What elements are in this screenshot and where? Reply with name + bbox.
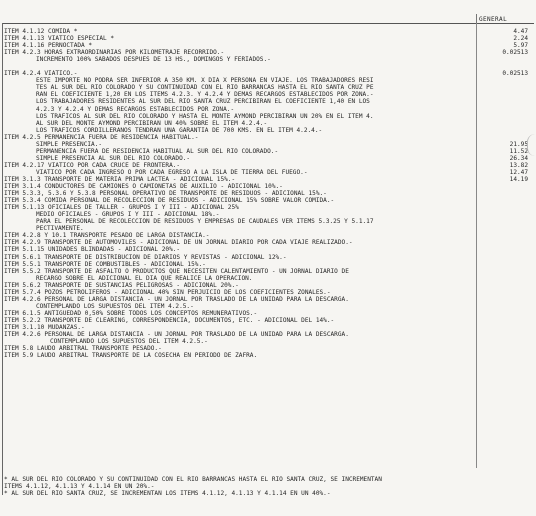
item-value bbox=[478, 204, 528, 211]
item-value bbox=[478, 296, 528, 303]
item-value bbox=[478, 268, 528, 275]
item-value bbox=[478, 239, 528, 246]
value-column bbox=[478, 28, 528, 359]
item-line: ITEM 5.7.4 POZOS PETROLIFEROS - ADICIONAL 40% SIN PERJUICIO DE LOS COEFICIENTES ZONALES.- bbox=[4, 288, 331, 296]
item-value bbox=[478, 98, 528, 105]
item-line: LOS TRABAJADORES RESIDENTES AL SUR DEL RIO SANTA CRUZ PERCIBIRAN EL COEFICIENTE 1,40 EN LOS bbox=[36, 98, 370, 106]
item-line: ITEM 4.1.12 COMIDA * bbox=[4, 28, 78, 35]
item-value bbox=[478, 84, 528, 91]
item-value bbox=[478, 275, 528, 282]
item-value bbox=[478, 197, 528, 204]
punch-hole-mark bbox=[527, 134, 536, 156]
item-value: 21.95 bbox=[509, 140, 528, 148]
item-value bbox=[478, 91, 528, 98]
item-value bbox=[478, 113, 528, 120]
item-line: ITEM 4.2.4 VIATICO.- bbox=[4, 70, 78, 78]
table-left-rule bbox=[2, 23, 3, 495]
item-line: ITEM 4.2.17 VIATICO POR CADA CRUCE DE FRONTERA.- bbox=[4, 161, 181, 169]
item-line: LOS TRAFICOS CORDILLERANOS TENDRAN UNA GARANTIA DE 700 KMS. EN EL ITEM 4.2.4.- bbox=[36, 126, 323, 134]
item-value bbox=[478, 331, 528, 338]
item-value bbox=[478, 218, 528, 225]
footnote-line: ITEMS 4.1.12, 4.1.13 Y 4.1.14 EN UN 20%.- bbox=[4, 483, 155, 490]
item-value: 2.24 bbox=[513, 35, 528, 43]
item-value bbox=[478, 225, 528, 232]
item-value bbox=[478, 120, 528, 127]
value-column-divider bbox=[476, 23, 477, 468]
item-value bbox=[478, 352, 528, 359]
item-line: AL SUR DEL MONTE AYMOND PERCIBIRAN UN 40% SOBRE EL ITEM 4.2.4.- bbox=[36, 119, 268, 127]
footnote-line: * AL SUR DEL RIO SANTA CRUZ, SE INCREMENTAN LOS ITEMS 4.1.12, 4.1.13 Y 4.1.14 EN UN 40%.- bbox=[4, 490, 331, 497]
item-line: CONTEMPLANDO LOS SUPUESTOS DEL ITEM 4.2.5.- bbox=[50, 338, 208, 346]
item-value: 4.47 bbox=[513, 28, 528, 35]
item-value bbox=[478, 282, 528, 289]
item-value bbox=[478, 183, 528, 190]
item-line: 4.2.3 Y 4.2.4 Y DEMAS RECARGOS ESTABLECIDOS POR ZONA.- bbox=[36, 105, 235, 113]
item-line: ITEM 5.8 LAUDO ARBITRAL TRANSPORTE PESADO.- bbox=[4, 345, 162, 353]
item-line: ITEM 4.2.5 PERMANENCIA FUERA DE RESIDENCIA HABITUAL.- bbox=[4, 133, 199, 141]
item-line: ITEM 4.2.6 PERSONAL DE LARGA DISTANCIA - UN JORNAL POR TRASLADO DE LA UNIDAD PARA LA DESCARGA. bbox=[4, 331, 349, 339]
item-line bbox=[4, 63, 474, 70]
column-header-general: GENERAL bbox=[479, 16, 508, 23]
item-value bbox=[478, 56, 528, 63]
footnote-line: * AL SUR DEL RIO COLORADO Y SU CONTINUIDAD CON EL RIO BARRANCAS HASTA EL RIO SANTA CRUZ, SE INCREMENTAN bbox=[4, 476, 382, 483]
item-line: ITEM 3.1.10 MUDANZAS.- bbox=[4, 323, 85, 331]
item-line: ITEM 4.2.6 PERSONAL DE LARGA DISTANCIA - UN JORNAL POR TRASLADO DE LA UNIDAD PARA LA DESCARGA. bbox=[4, 295, 349, 303]
item-value bbox=[478, 261, 528, 268]
item-line: ITEM 4.1.13 VIATICO ESPECIAL * bbox=[4, 35, 115, 43]
item-value bbox=[478, 211, 528, 218]
item-lines bbox=[4, 28, 474, 359]
item-line: ITEM 5.3.3, 5.3.6 Y 5.3.8 PERSONAL OPERATIVO DE TRANSPORTE DE RESIDUOS - ADICIONAL 15%.- bbox=[4, 190, 327, 198]
item-value bbox=[478, 77, 528, 84]
item-line: ITEM 5.6.2 TRANSPORTE DE SUSTANCIAS PELIGROSAS - ADICIONAL 20%.- bbox=[4, 281, 239, 289]
item-line: CONTEMPLANDO LOS SUPUESTOS DEL ITEM 4.2.5.- bbox=[36, 302, 194, 310]
item-value: 0.02513 bbox=[502, 49, 528, 57]
item-value: 14.19 bbox=[509, 175, 528, 183]
item-line: ITEM 5.1.13 OFICIALES DE TALLER - GRUPOS I Y III - ADICIONAL 25% bbox=[4, 204, 239, 212]
item-line: RAN EL COEFICIENTE 1,20 EN LOS ITEMS 4.2.3. Y 4.2.4 Y DEMAS RECARGOS ESTABLECIDOS POR ZONA.- bbox=[36, 91, 374, 99]
item-value bbox=[478, 254, 528, 261]
item-line: ITEM 5.3.4 COMIDA PERSONAL DE RECOLECCION DE RESIDUOS - ADICIONAL 15% SOBRE VALOR COMIDA.- bbox=[4, 197, 335, 205]
item-value: 0.02513 bbox=[502, 70, 528, 78]
item-value: 26.34 bbox=[509, 154, 528, 162]
item-value bbox=[478, 127, 528, 134]
item-line: PECTIVAMENTE. bbox=[36, 225, 84, 233]
item-line: ITEM 4.1.16 PERNOCTADA * bbox=[4, 42, 93, 50]
item-value bbox=[478, 63, 528, 70]
item-line: LOS TRAFICOS AL SUR DEL RIO COLORADO Y HASTA EL MONTE AYMOND PERCIBIRAN UN 20% EN EL ITEM 4. bbox=[36, 112, 374, 120]
item-value bbox=[478, 345, 528, 352]
item-line: TES AL SUR DEL RIO COLORADO Y SU CONTINUIDAD CON EL RIO BARRANCAS HASTA EL RIO SANTA CRUZ PE bbox=[36, 84, 374, 92]
item-line: ESTE IMPORTE NO PODRA SER INFERIOR A 350 KM. X DIA X PERSONA EN VIAJE. LOS TRABAJADORES RESI bbox=[36, 77, 374, 85]
item-line: ITEM 5.5.2 TRANSPORTE DE ASFALTO O PRODUCTOS QUE NECESITEN CALENTAMIENTO - UN JORNAL DIARIO DE bbox=[4, 267, 349, 275]
item-value bbox=[478, 106, 528, 113]
item-line: PERMANENCIA FUERA DE RESIDENCIA HABITUAL AL SUR DEL RIO COLORADO.- bbox=[36, 147, 279, 155]
item-line: PARA EL PERSONAL DE RECOLECCION DE RESIDUOS Y EMPRESAS DE CAUDALES VER ITEMS 5.3.25 Y 5.1.17 bbox=[36, 218, 374, 226]
item-line: ITEM 4.2.9 TRANSPORTE DE AUTOMOVILES - ADICIONAL DE UN JORNAL DIARIO POR CADA VIAJE REALIZADO.- bbox=[4, 239, 353, 247]
item-line: ITEM 5.9 LAUDO ARBITRAL TRANSPORTE DE LA COSECHA EN PERIODO DE ZAFRA. bbox=[4, 352, 258, 360]
footnotes bbox=[4, 476, 382, 497]
item-line: ITEM 4.2.8 Y 10.1 TRANSPORTE PESADO DE LARGA DISTANCIA.- bbox=[4, 232, 210, 240]
item-value: 12.47 bbox=[509, 168, 528, 176]
item-line: MEDIO OFICIALES - GRUPOS I Y III - ADICIONAL 18%.- bbox=[36, 211, 220, 219]
item-line: ITEM 5.5.1 TRANSPORTE DE COMBUSTIBLES - ADICIONAL 15%.- bbox=[4, 260, 206, 268]
item-value bbox=[478, 310, 528, 317]
item-value: 5.97 bbox=[513, 42, 528, 50]
item-value bbox=[478, 303, 528, 310]
item-line: ITEM 5.6.1 TRANSPORTE DE DISTRIBUCION DE DIARIOS Y REVISTAS - ADICIONAL 12%.- bbox=[4, 253, 287, 261]
item-value bbox=[478, 134, 528, 141]
item-line: SIMPLE PRESENCIA.- bbox=[36, 140, 103, 148]
item-line: SIMPLE PRESENCIA AL SUR DEL RIO COLORADO.- bbox=[36, 154, 191, 162]
item-value: 11.52 bbox=[509, 147, 528, 155]
item-line: ITEM 4.2.3 HORAS EXTRAORDINARIAS POR KILOMETRAJE RECORRIDO.- bbox=[4, 49, 225, 57]
item-line: ITEM 5.2.2 TRANSPORTE DE CLEARING, CORRESPONDENCIA, DOCUMENTOS, ETC. - ADICIONAL DEL 14%.- bbox=[4, 316, 335, 324]
item-line: ITEM 5.1.15 UNIDADES BLINDADAS - ADICIONAL 20%.- bbox=[4, 246, 181, 254]
item-line: ITEM 3.1.4 CONDUCTORES DE CAMIONES O CAMIONETAS DE AUXILIO - ADICIONAL 10%.- bbox=[4, 183, 283, 191]
item-line: INCREMENTO 100% SABADOS DESPUES DE 13 HS., DOMINGOS Y FERIADOS.- bbox=[36, 56, 271, 64]
item-value bbox=[478, 190, 528, 197]
item-value bbox=[478, 338, 528, 345]
item-line: RECARGO SOBRE EL ADICIONAL EL DIA QUE REALICE LA OPERACION. bbox=[36, 274, 253, 282]
item-value bbox=[478, 324, 528, 331]
item-line: VIATICO POR CADA INGRESO O POR CADA EGRESO A LA ISLA DE TIERRA DEL FUEGO.- bbox=[36, 168, 308, 176]
item-value bbox=[478, 246, 528, 253]
item-value bbox=[478, 289, 528, 296]
item-line: ITEM 3.1.3 TRANSPORTE DE MATERIA PRIMA LACTEA - ADICIONAL 15%.- bbox=[4, 175, 236, 183]
item-value bbox=[478, 232, 528, 239]
table-top-rule bbox=[2, 23, 534, 24]
item-value: 13.82 bbox=[509, 161, 528, 169]
item-line: ITEM 6.1.5 ANTIGUEDAD 0,50% SOBRE TODOS LOS CONCEPTOS REMUNERATIVOS.- bbox=[4, 309, 258, 317]
item-value bbox=[478, 317, 528, 324]
